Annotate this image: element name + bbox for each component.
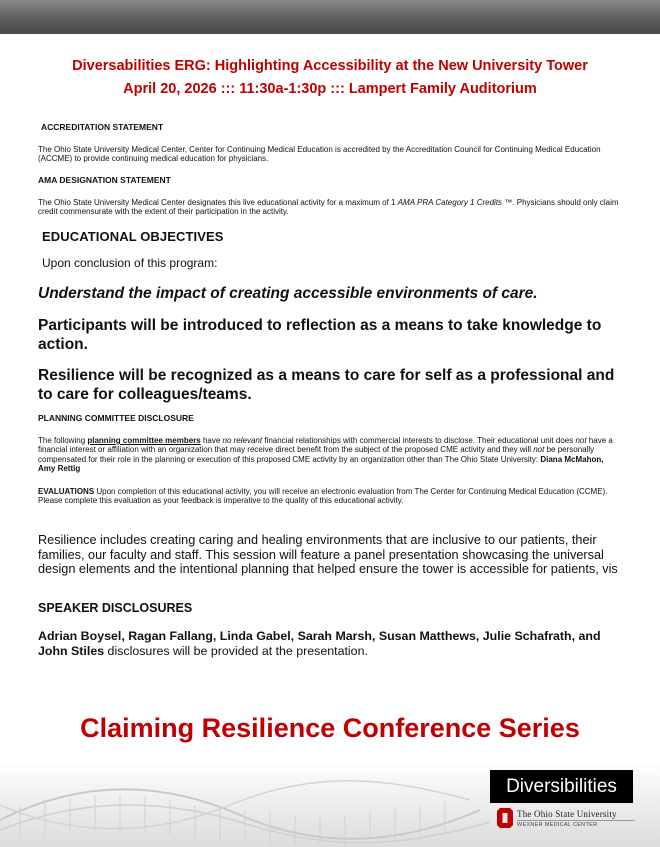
evaluations-text: EVALUATIONS Upon completion of this educational activity, you will receive an electronic evaluation from The Center for Continuing Medical Education (CCME). Please complete this evaluation as your feedback is imperative to the quality of this educational activity. xyxy=(38,487,608,506)
planning-text: The following planning committee members have no relevant financial relationships with commercial interests to disclose. Their educational unit does not have a financial interest or affiliation with an organization that may receive direct benefit from the subject of the proposed CME activity and they will not be personally compensated for their role in the planning or execution of this proposed CME activity by an organization other than The Ohio State University: Diana McMahon, Amy Rettig xyxy=(38,436,613,474)
speaker-heading: SPEAKER DISCLOSURES xyxy=(38,601,193,615)
osu-wexner-logo xyxy=(497,808,637,832)
ama-heading: AMA DESIGNATION STATEMENT xyxy=(38,175,171,185)
speaker-disclosures: Adrian Boysel, Ragan Fallang, Linda Gabel, Sarah Marsh, Susan Matthews, Julie Schafrath, and John Stiles disclosures will be provided at the presentation. xyxy=(38,629,601,659)
objective-item: Resilience will be recognized as a means to care for self as a professional and to care for colleagues/teams. xyxy=(38,367,615,403)
event-date-location: April 20, 2026 ::: 11:30a-1:30p ::: Lampert Family Auditorium xyxy=(123,81,537,97)
objective-item: Understand the impact of creating accessible environments of care. xyxy=(38,285,538,302)
ama-text: The Ohio State University Medical Center designates this live educational activity for a maximum of 1 AMA PRA Category 1 Credits ™. Physicians should only claim credit commensurate with the extent of their participation in the activity. xyxy=(38,198,619,217)
objectives-heading: EDUCATIONAL OBJECTIVES xyxy=(42,229,224,244)
objectives-intro: Upon conclusion of this program: xyxy=(42,256,218,270)
erg-name-badge: Diversibilities xyxy=(490,770,633,803)
series-title: Claiming Resilience Conference Series xyxy=(80,713,580,743)
medical-center-name: WEXNER MEDICAL CENTER xyxy=(517,822,598,828)
header-bar xyxy=(0,0,660,34)
block-o-icon xyxy=(497,808,513,828)
planning-heading: PLANNING COMMITTEE DISCLOSURE xyxy=(38,413,194,423)
objective-item: Participants will be introduced to reflection as a means to take knowledge to action. xyxy=(38,317,602,353)
logo-divider xyxy=(517,820,635,821)
university-name: The Ohio State University xyxy=(517,809,617,819)
planning-committee-link[interactable]: planning committee members xyxy=(87,436,201,445)
session-description: Resilience includes creating caring and healing environments that are inclusive to our patients, their families, our faculty and staff. This session will feature a panel presentation showcasing the universal design elements and the intentional planning that helped ensure the tower is accessible for patients, vis xyxy=(38,533,618,577)
accreditation-text: The Ohio State University Medical Center, Center for Continuing Medical Education is accredited by the Accreditation Council for Continuing Medical Education (ACCME) to provide continuing medical education for physicians. xyxy=(38,145,601,164)
accreditation-heading: ACCREDITATION STATEMENT xyxy=(41,122,164,132)
event-title: Diversabilities ERG: Highlighting Accessibility at the New University Tower xyxy=(72,58,588,74)
